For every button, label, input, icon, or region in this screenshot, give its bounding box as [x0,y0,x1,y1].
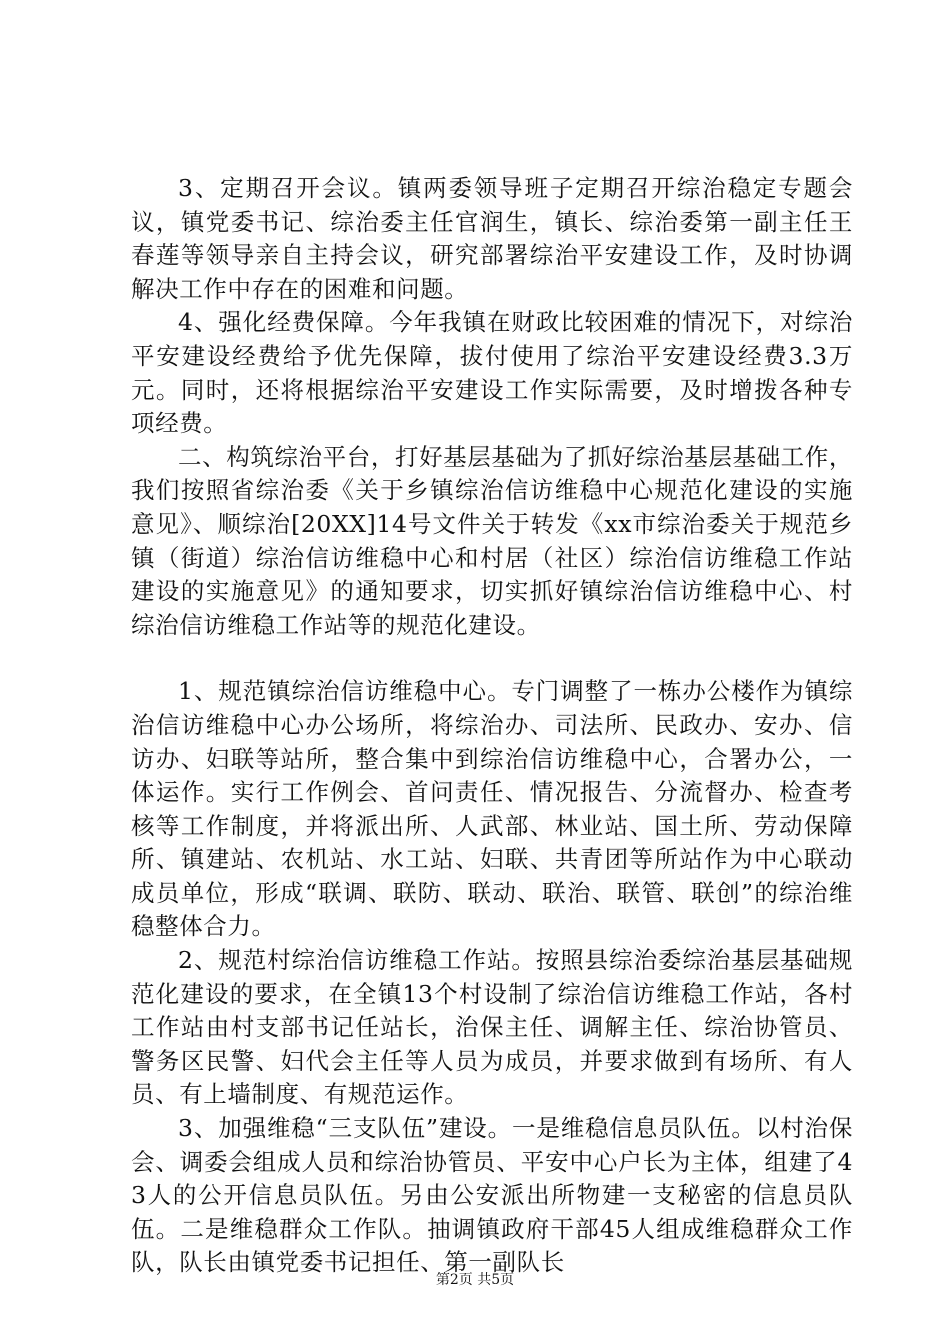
paragraph-regular-meetings: 3、定期召开会议。镇两委领导班子定期召开综治稳定专题会议，镇党委书记、综治委主任官润生，镇长、综治委第一副主任王春莲等领导亲自主持会议，研究部署综治平安建设工作，及时协调解决工作中存在的困难和问题。 [131,174,853,303]
paragraph-town-center: 1、规范镇综治信访维稳中心。专门调整了一栋办公楼作为镇综治信访维稳中心办公场所，将综治办、司法所、民政办、安办、信访办、妇联等站所，整合集中到综治信访维稳中心，合署办公，一体运作。实行工作例会、首问责任、情况报告、分流督办、检查考核等工作制度，并将派出所、人武部、林业站、国土所、劳动保障所、镇建站、农机站、水工站、妇联、共青团等所站作为中心联动成员单位，形成“联调、联防、联动、联治、联管、联创”的综治维稳整体合力。 [131,677,853,941]
document-body [131,172,853,1280]
paragraph-three-teams: 3、加强维稳“三支队伍”建设。一是维稳信息员队伍。以村治保会、调委会组成人员和综治协管员、平安中心户长为主体，组建了43人的公开信息员队伍。另由公安派出所物建一支秘密的信息员队伍。二是维稳群众工作队。抽调镇政府干部45人组成维稳群众工作队，队长由镇党委书记担任、第一副队长 [131,1114,853,1277]
paragraph-village-stations: 2、规范村综治信访维稳工作站。按照县综治委综治基层基础规范化建设的要求，在全镇13个村设制了综治信访维稳工作站，各村工作站由村支部书记任站长，治保主任、调解主任、综治协管员、警务区民警、妇代会主任等人员为成员，并要求做到有场所、有人员、有上墙制度、有规范运作。 [131,946,853,1109]
page-number-footer: 第2页 共5页 [435,1272,515,1288]
paragraph-funding-guarantee: 4、强化经费保障。今年我镇在财政比较困难的情况下，对综治平安建设经费给予优先保障，拔付使用了综治平安建设经费3.3万元。同时，还将根据综治平安建设工作实际需要，及时增拨各种专项经费。 [131,308,853,438]
paragraph-section-two-heading: 二、构筑综治平台，打好基层基础为了抓好综治基层基础工作，我们按照省综治委《关于乡镇综治信访维稳中心规范化建设的实施意见》、顺综治[20XX]14号文件关于转发《xx市综治委关于规范乡镇（街道）综治信访维稳中心和村居（社区）综治信访维稳工作站建设的实施意见》的通知要求，切实抓好镇综治信访维稳中心、村综治信访维稳工作站等的规范化建设。 [131,442,853,639]
